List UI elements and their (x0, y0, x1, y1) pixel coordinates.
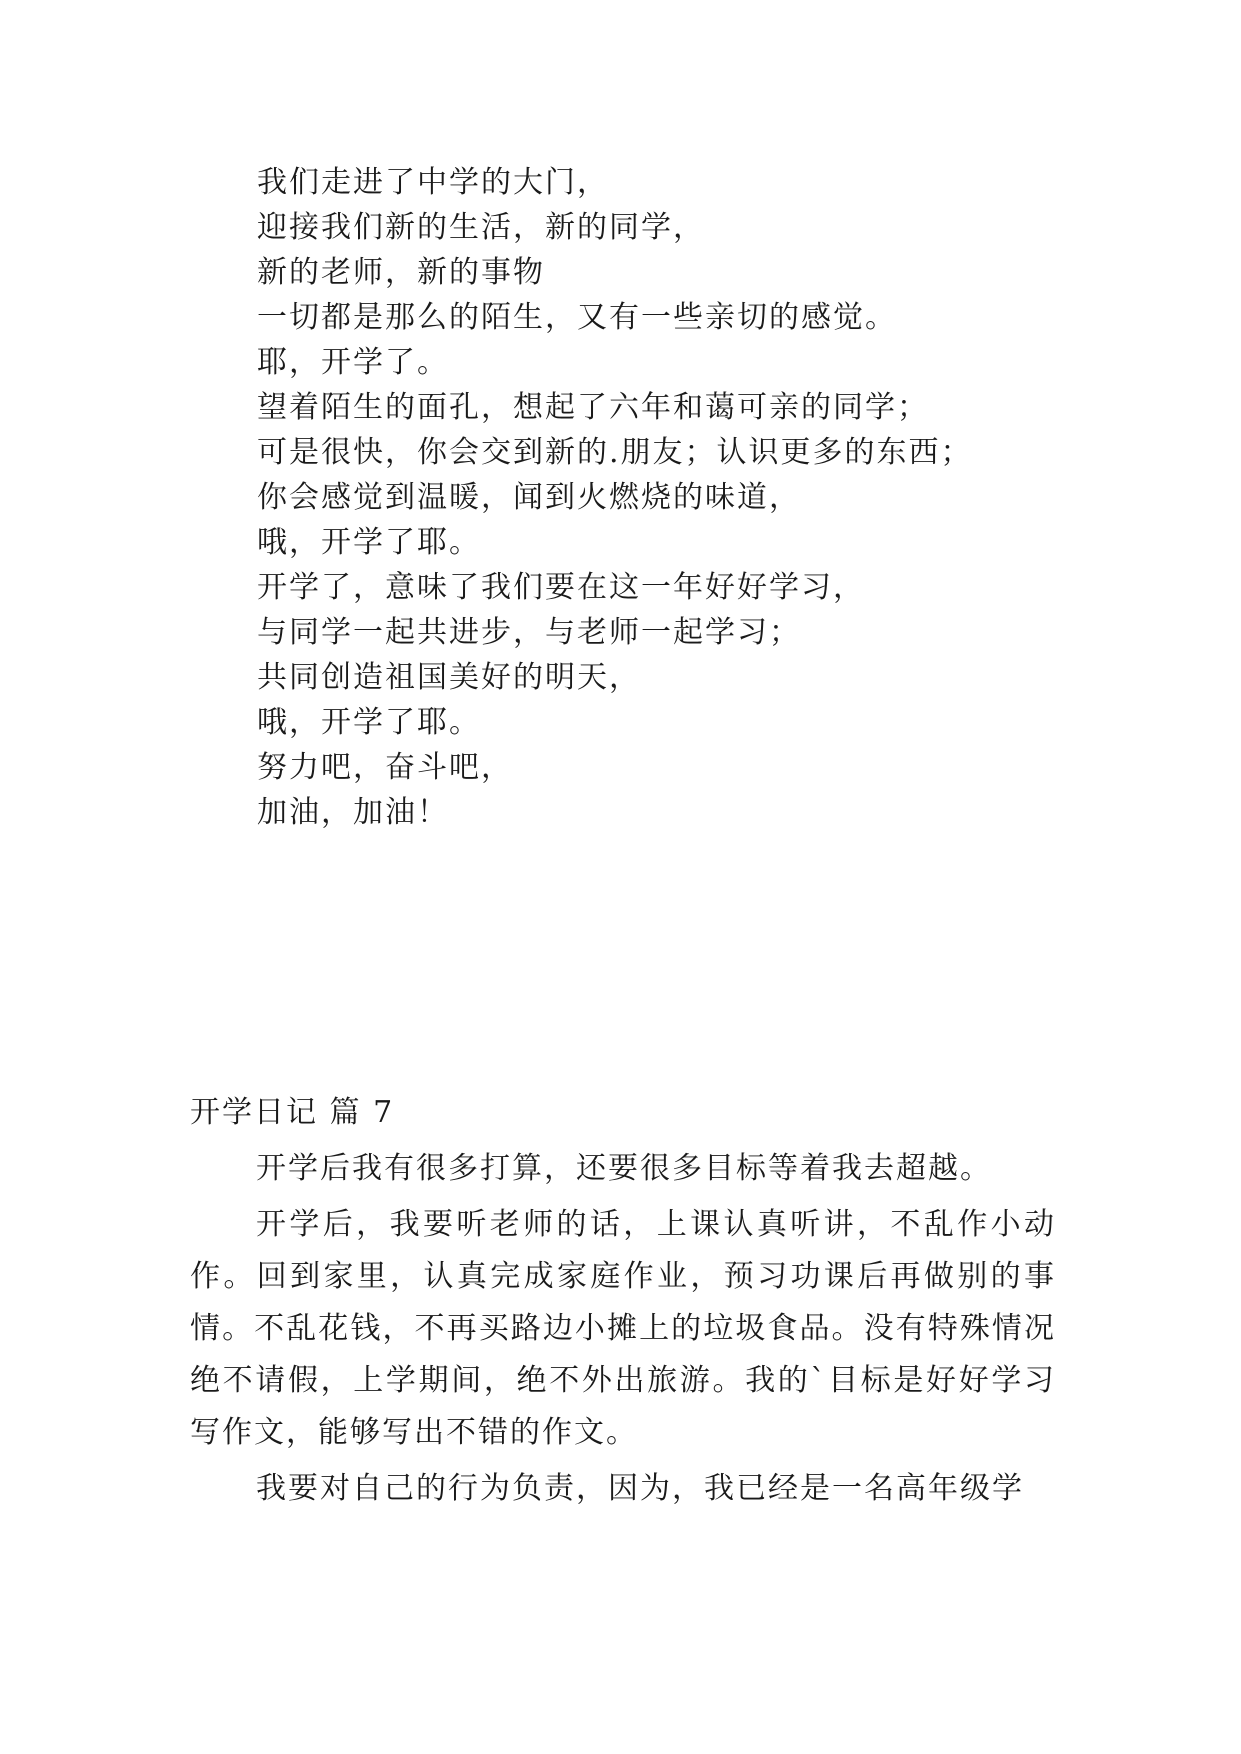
poem-line: 迎接我们新的生活，新的同学， (257, 210, 705, 245)
poem-line: 加油，加油！ (257, 795, 449, 830)
poem-line: 可是很快，你会交到新的.朋友；认识更多的东西； (257, 435, 973, 470)
poem-line: 哦，开学了耶。 (257, 525, 481, 560)
poem-line: 共同创造祖国美好的明天， (257, 660, 641, 695)
poem-line: 我们走进了中学的大门， (257, 165, 609, 200)
prose-body (190, 1143, 1056, 1519)
poem-line: 一切都是那么的陌生，又有一些亲切的感觉。 (257, 300, 897, 335)
poem-line: 耶，开学了。 (257, 345, 449, 380)
paragraph: 我要对自己的行为负责，因为，我已经是一名高年级学 (256, 1471, 1024, 1506)
paragraph: 开学后，我要听老师的话，上课认真听讲，不乱作小动作。回到家里，认真完成家庭作业，预习功课后再做别的事情。不乱花钱，不再买路边小摊上的垃圾食品。没有特殊情况绝不请假，上学期间，绝不外出旅游。我的`目标是好好学习写作文，能够写出不错的作文。 (190, 1207, 1056, 1450)
poem-line: 开学了，意味了我们要在这一年好好学习， (257, 570, 865, 605)
poem-line: 望着陌生的面孔，想起了六年和蔼可亲的同学； (257, 390, 929, 425)
paragraph: 开学后我有很多打算，还要很多目标等着我去超越。 (256, 1151, 992, 1186)
poem-line: 与同学一起共进步，与老师一起学习； (257, 615, 801, 650)
poem (257, 160, 1157, 835)
poem-line: 努力吧，奋斗吧， (257, 750, 513, 785)
poem-line: 哦，开学了耶。 (257, 705, 481, 740)
poem-line: 你会感觉到温暖，闻到火燃烧的味道， (257, 480, 801, 515)
poem-line: 新的老师，新的事物 (257, 255, 545, 290)
section-title: 开学日记 篇 7 (190, 1095, 395, 1130)
